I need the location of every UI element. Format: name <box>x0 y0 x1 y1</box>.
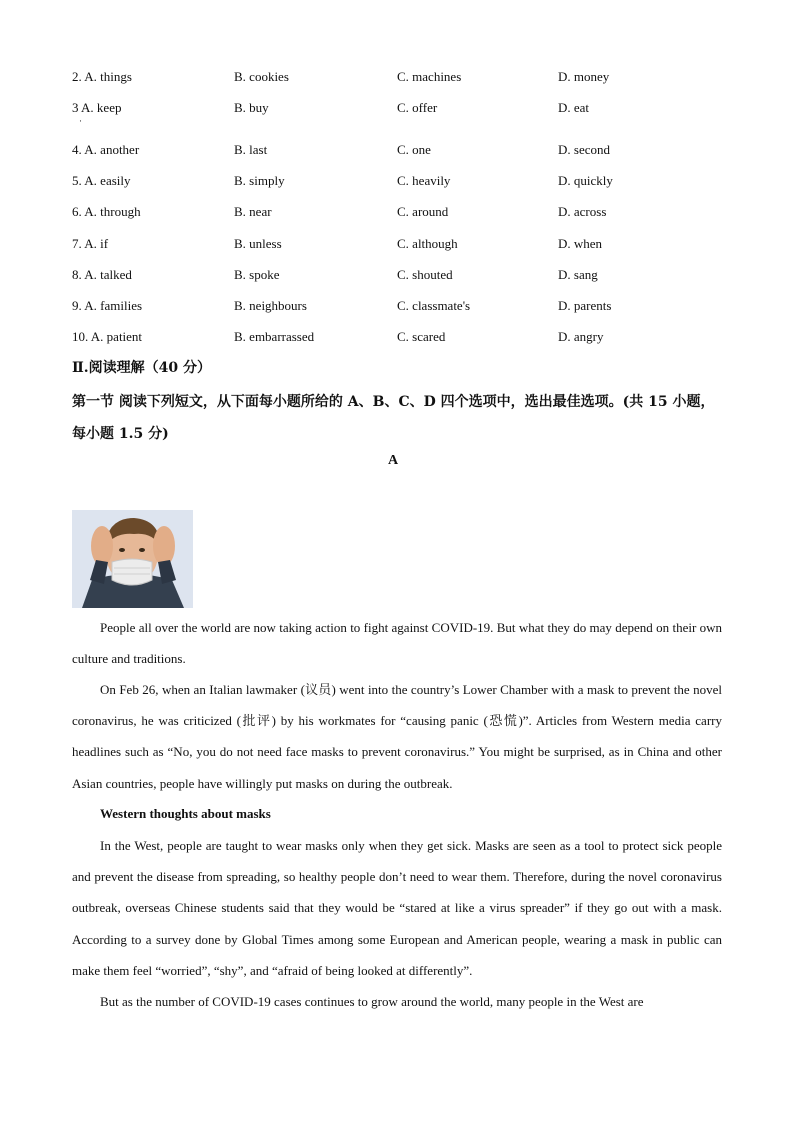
option-c: C. although <box>397 236 458 251</box>
option-a: 9. A. families <box>72 298 143 313</box>
paragraph-4: But as the number of COVID-19 cases continues to grow around the world, many people in the West are <box>100 994 644 1009</box>
subheading-western-thoughts: Western thoughts about masks <box>100 806 271 821</box>
option-row-4 <box>72 142 732 162</box>
option-a: 2. A. things <box>72 69 132 84</box>
option-d: D. second <box>558 142 610 157</box>
option-a: 7. A. if <box>72 236 109 251</box>
option-c: C. machines <box>397 69 462 84</box>
option-row-2 <box>72 69 732 89</box>
option-row-5 <box>72 173 732 193</box>
option-row-8 <box>72 267 732 287</box>
option-d: D. parents <box>558 298 612 313</box>
option-row-3 <box>72 100 732 120</box>
option-d: D. angry <box>558 329 604 344</box>
option-b: B. embarrassed <box>234 329 315 344</box>
option-d: D. quickly <box>558 173 613 188</box>
option-a: 10. A. patient <box>72 329 143 344</box>
option-b: B. near <box>234 204 272 219</box>
option-c: C. shouted <box>397 267 453 282</box>
option-c: C. around <box>397 204 449 219</box>
option-b: B. simply <box>234 173 285 188</box>
option-b: B. unless <box>234 236 282 251</box>
option-c: C. scared <box>397 329 446 344</box>
paragraph-3: In the West, people are taught to wear masks only when they get sick. Masks are seen as a tool to protect sick people and prevent the disease from spreading, so healthy people don’t need to wear them. Therefore, during the novel coronavirus outbreak, overseas Chinese students said that they would be “stared at like a virus spreader” if they go out with a mask. According to a survey done by Global Times among some European and American people, wearing a mask in public can make them feel “worried”, “shy”, and “afraid of being looked at differently”. <box>72 838 722 978</box>
child-mask-photo <box>72 510 193 608</box>
passage-label: A <box>388 453 399 468</box>
option-a: 4. A. another <box>72 142 140 157</box>
option-row-6 <box>72 204 732 224</box>
option-d: D. eat <box>558 100 590 115</box>
option-d: D. when <box>558 236 603 251</box>
option-c: C. offer <box>397 100 438 115</box>
option-c: C. classmate's <box>397 298 471 313</box>
paragraph-2: On Feb 26, when an Italian lawmaker (议员) went into the country’s Lower Chamber with a mask to prevent the novel coronavirus, he was criticized (批评) by his workmates for “causing panic (恐慌)”. Articles from Western media carry headlines such as “No, you do not need face masks to prevent coronavirus.” You might be surprised, as in China and other Asian countries, people have willingly put masks on during the outbreak. <box>72 682 722 791</box>
option-b: B. last <box>234 142 268 157</box>
option-row-7 <box>72 236 732 256</box>
option-c: C. heavily <box>397 173 451 188</box>
section-title: Ⅱ.阅读理解（40 分） <box>72 360 212 376</box>
option-b: B. cookies <box>234 69 289 84</box>
option-a: 8. A. talked <box>72 267 132 282</box>
option-b: B. buy <box>234 100 269 115</box>
child-mask-illustration <box>72 510 193 608</box>
option-b: B. spoke <box>234 267 280 282</box>
option-a: 6. A. through <box>72 204 141 219</box>
paragraph-1: People all over the world are now taking action to fight against COVID-19. But what they do may depend on their own culture and traditions. <box>72 620 722 667</box>
section-instructions: 第一节 阅读下列短文，从下面每小题所给的 A、B、C、D 四个选项中，选出最佳选项。(共 15 小题，每小题 1.5 分) <box>72 394 715 442</box>
option-a: 5. A. easily <box>72 173 131 188</box>
option-b: B. neighbours <box>234 298 307 313</box>
option-d: D. across <box>558 204 607 219</box>
option-row-9 <box>72 298 732 318</box>
dot-mark: · <box>79 116 82 126</box>
option-a: 3 A. keep <box>72 100 122 115</box>
option-row-10 <box>72 329 732 349</box>
option-d: D. money <box>558 69 610 84</box>
option-d: D. sang <box>558 267 598 282</box>
option-c: C. one <box>397 142 431 157</box>
